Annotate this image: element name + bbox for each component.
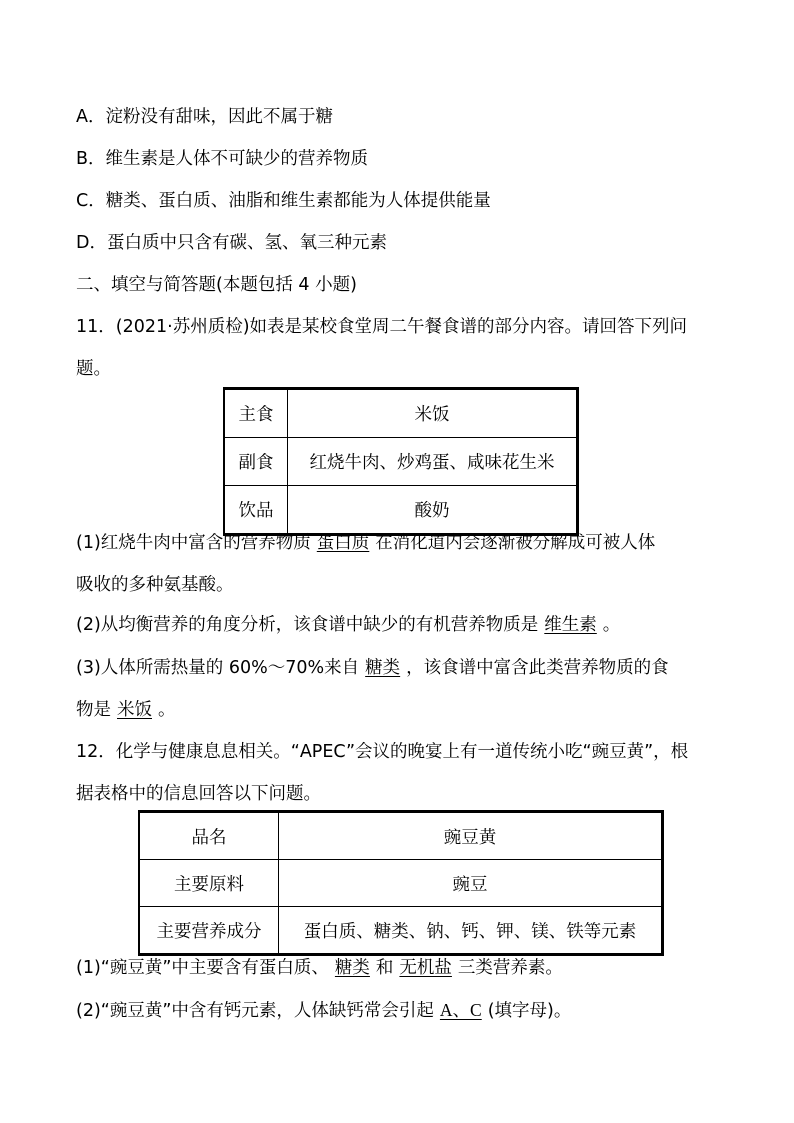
text: 在消化道内会逐渐被分解成可被人体: [375, 533, 656, 553]
table-label: 饮品: [224, 486, 288, 535]
text: (3)人体所需热量的 60%～70%来自: [76, 658, 360, 678]
text: 。: [158, 700, 176, 720]
option-c: C．糖类、蛋白质、油脂和维生素都能为人体提供能量: [76, 191, 491, 211]
option-a: A．淀粉没有甜味，因此不属于糖: [76, 107, 333, 127]
text: (填字母)。: [487, 1001, 572, 1021]
text: (2)从均衡营养的角度分析，该食谱中缺少的有机营养物质是: [76, 615, 539, 635]
table-value: 豌豆: [279, 860, 663, 907]
answer-blank: 维生素: [544, 615, 597, 635]
text: (1)红烧牛肉中富含的营养物质: [76, 533, 311, 553]
table-row: [139, 907, 663, 955]
answer-blank: A、C: [439, 1000, 482, 1020]
table-label: 品名: [139, 812, 279, 860]
q11-stem-line1: 11．(2021·苏州质检)如表是某校食堂周二午餐食谱的部分内容。请回答下列问: [76, 317, 688, 337]
table-value: 酸奶: [288, 486, 578, 535]
table-label: 副食: [224, 438, 288, 486]
q12-part2: [76, 998, 571, 1023]
answer-blank: 蛋白质: [316, 533, 370, 553]
option-d: D．蛋白质中只含有碳、氢、氧三种元素: [76, 233, 387, 253]
answer-blank: 无机盐: [399, 958, 452, 978]
text: (1)“豌豆黄”中主要含有蛋白质、: [76, 958, 329, 978]
text: ，该食谱中富含此类营养物质的食: [406, 658, 669, 678]
table-label: 主要营养成分: [139, 907, 279, 955]
q12-stem-line1: 12．化学与健康息息相关。“APEC”会议的晚宴上有一道传统小吃“豌豆黄”，根: [76, 742, 689, 762]
q11-stem-line2: 题。: [76, 359, 111, 379]
table-row: [139, 860, 663, 907]
q12-info-table: [138, 810, 664, 956]
table-value: 蛋白质、糖类、钠、钙、钾、镁、铁等元素: [279, 907, 663, 955]
section-heading: 二、填空与简答题(本题包括 4 小题): [76, 275, 357, 295]
table-row: [139, 812, 663, 860]
table-value: 红烧牛肉、炒鸡蛋、咸味花生米: [288, 438, 578, 486]
q11-part1-line2: 吸收的多种氨基酸。: [76, 575, 234, 595]
table-value: 米饭: [288, 389, 578, 438]
q11-part2: [76, 613, 620, 637]
text: 和: [375, 958, 394, 978]
q11-part1-line1: [76, 531, 655, 555]
table-row: [224, 438, 578, 486]
option-b: B．维生素是人体不可缺少的营养物质: [76, 149, 369, 169]
answer-blank: 米饭: [117, 700, 152, 720]
table-value: 豌豆黄: [279, 812, 663, 860]
table-row: [224, 389, 578, 438]
table-label: 主要原料: [139, 860, 279, 907]
text: 。: [602, 615, 621, 635]
text: (2)“豌豆黄”中含有钙元素，人体缺钙常会引起: [76, 1001, 434, 1021]
text: 物是: [76, 700, 111, 720]
answer-blank: 糖类: [365, 658, 401, 678]
q11-part3-line2: [76, 698, 176, 722]
q12-stem-line2: 据表格中的信息回答以下问题。: [76, 784, 321, 804]
q11-part3-line1: [76, 656, 669, 680]
table-label: 主食: [224, 389, 288, 438]
text: 三类营养素。: [457, 958, 563, 978]
table-row: [224, 486, 578, 535]
answer-blank: 糖类: [334, 958, 370, 978]
q12-part1: [76, 956, 563, 980]
q11-menu-table: [223, 387, 579, 536]
